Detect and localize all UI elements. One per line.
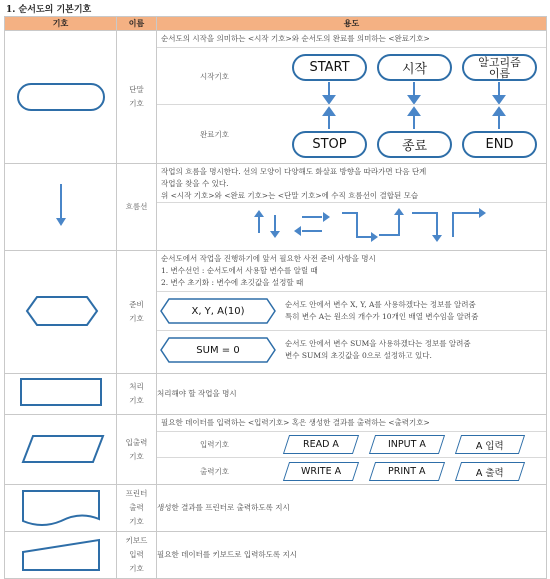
header-name: 이름 (117, 17, 157, 31)
process-name: 처리 기호 (117, 374, 157, 415)
parallelogram-icon (5, 416, 117, 482)
manual-input-icon (5, 532, 117, 576)
terminal-usage-cell (157, 31, 547, 164)
rectangle-icon (5, 374, 117, 412)
io-usage-cell (157, 415, 547, 485)
prep-box-1-desc-2: 특히 변수 A는 원소의 개수가 10개인 배열 변수임을 알려줌 (285, 312, 479, 321)
terminal-start-label: 시작기호 (200, 71, 229, 81)
table-row-preparation (5, 251, 547, 374)
down-arrow-icon (5, 164, 117, 248)
header-usage: 용도 (157, 17, 547, 31)
printer-name: 프린터 출력 기호 (117, 485, 157, 532)
keyboard-name: 키보드 입력 기호 (117, 532, 157, 579)
terminal-end-label: 완료기호 (200, 129, 229, 139)
input-box-2: INPUT A (369, 435, 445, 454)
terminal-symbol-cell (5, 31, 117, 164)
flowline-desc-3: 위 <시작 기호>와 <완료 기호>는 <단말 기호>에 수직 흐름선이 결합된 모습 (161, 191, 419, 200)
terminal-desc: 순서도의 시작을 의미하는 <시작 기호>와 순서도의 완료를 의미하는 <완료기호> (161, 34, 430, 43)
keyboard-desc: 필요한 데이터를 키보드로 입력하도록 지시 (157, 532, 547, 579)
flowline-desc-2: 작업을 찾을 수 있다. (161, 179, 229, 188)
start-pill-1: START (292, 54, 367, 81)
io-output-row (157, 457, 546, 484)
flowline-desc-1: 작업의 흐름을 명시한다. 선의 모양이 다양해도 화살표 방향을 따라가면 다음 단계 (161, 167, 427, 176)
output-box-3: A 출력 (455, 462, 525, 481)
preparation-name: 준비 기호 (117, 251, 157, 374)
flowline-examples-icon (157, 203, 547, 245)
document-icon (5, 485, 117, 529)
flowline-name: 흐름선 (117, 164, 157, 251)
prep-box-2-desc-1: 순서도 안에서 변수 SUM을 사용하겠다는 정보를 알려줌 (285, 339, 471, 348)
hexagon-icon (5, 251, 117, 371)
io-input-row (157, 431, 546, 457)
preparation-desc-2: 1. 변수선언 : 순서도에서 사용할 변수를 알릴 때 (161, 266, 318, 275)
preparation-symbol-cell (5, 251, 117, 374)
table-header-row (5, 17, 547, 31)
terminal-symbol-icon (5, 32, 117, 160)
flowline-usage-cell (157, 164, 547, 251)
preparation-usage-cell (157, 251, 547, 374)
table-row-printer (5, 485, 547, 532)
prep-box-1-desc-1: 순서도 안에서 변수 X, Y, A를 사용하겠다는 정보를 알려줌 (285, 300, 476, 309)
printer-desc: 생성한 결과를 프린터로 출력하도록 지시 (157, 485, 547, 532)
prep-box-1-text: X, Y, A(10) (191, 305, 245, 317)
end-pill-3: END (462, 131, 537, 158)
start-down-arrows (272, 48, 542, 104)
end-pill-2: 종료 (377, 131, 452, 158)
table-row-keyboard (5, 532, 547, 579)
input-box-1: READ A (283, 435, 359, 454)
prep-box-2-desc-2: 변수 SUM의 초깃값을 0으로 설정하고 있다. (285, 351, 432, 360)
table-row-flowline (5, 164, 547, 251)
input-box-3: A 입력 (455, 435, 525, 454)
terminal-start-row (157, 47, 546, 104)
io-input-label: 입력기호 (200, 440, 229, 449)
flowline-symbol-cell (5, 164, 117, 251)
header-symbol: 기호 (5, 17, 117, 31)
prep-box-2-text: SUM = 0 (196, 344, 240, 356)
table-row-process (5, 374, 547, 415)
io-output-label: 출력기호 (200, 466, 229, 476)
printer-symbol-cell (5, 485, 117, 532)
start-pill-3: 알고리즘 이름 (462, 54, 537, 81)
preparation-desc-1: 순서도에서 작업을 진행하기에 앞서 필요한 사전 준비 사항을 명시 (161, 254, 376, 263)
preparation-desc-3: 2. 변수 초기화 : 변수에 초깃값을 설정할 때 (161, 278, 304, 287)
start-pill-2: 시작 (377, 54, 452, 81)
io-name: 입출력 기호 (117, 415, 157, 485)
io-desc: 필요한 데이터를 입력하는 <입력기호> 혹은 생성한 결과를 출력하는 <출력기호> (161, 418, 430, 427)
process-symbol-cell (5, 374, 117, 415)
terminal-name: 단말 기호 (117, 31, 157, 164)
terminal-end-row (157, 104, 546, 163)
table-row-io (5, 415, 547, 485)
end-pill-1: STOP (292, 131, 367, 158)
output-box-2: PRINT A (369, 462, 445, 481)
io-symbol-cell (5, 415, 117, 485)
output-box-1: WRITE A (283, 462, 359, 481)
flowchart-symbol-table (4, 16, 547, 579)
keyboard-symbol-cell (5, 532, 117, 579)
section-title: 1. 순서도의 기본기호 (6, 5, 92, 15)
process-desc: 처리해야 할 작업을 명시 (157, 374, 547, 415)
table-row-terminal (5, 31, 547, 164)
